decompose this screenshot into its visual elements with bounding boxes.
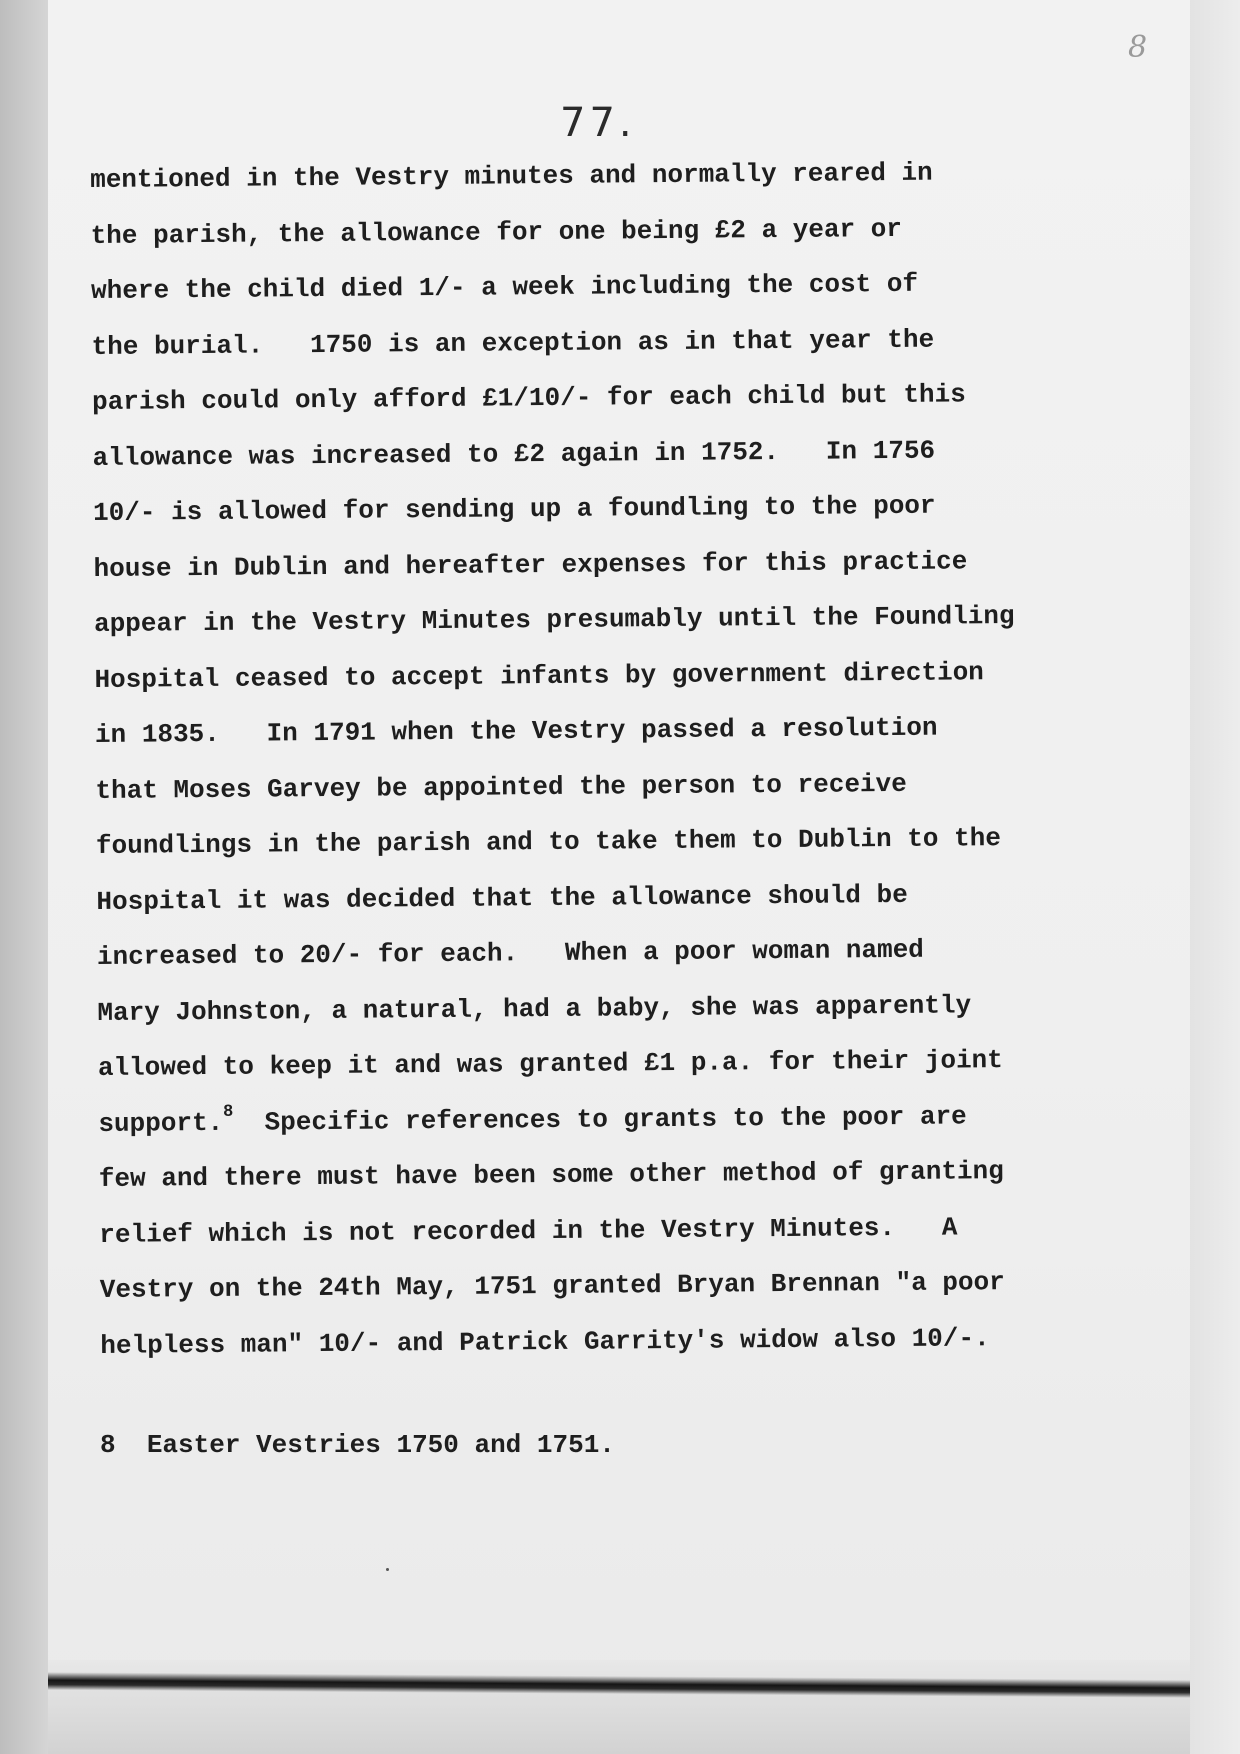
text-line: foundlings in the parish and to take them to Dublin to the [95,823,1002,861]
corner-page-mark: 8 [1128,30,1148,65]
support-text: support. [98,1107,224,1139]
page-number: 77. [560,100,636,146]
footnote-text: Easter Vestries 1750 and 1751. [146,1430,615,1460]
footnote-number: 8 [100,1430,116,1460]
text-line: that Moses Garvey be appointed the person to receive [95,768,907,806]
text-line: appear in the Vestry Minutes presumably until the Foundling [93,600,1015,639]
text-line: Hospital ceased to accept infants by government direction [94,656,984,695]
scan-right-edge [1188,0,1240,1754]
text-line-with-footnote-ref [98,1097,1098,1161]
text-line: relief which is not recorded in the Vestry Minutes. A [99,1211,958,1250]
text-line: allowed to keep it and was granted £1 p.a. for their joint [97,1045,1003,1083]
body-paragraph [90,153,1101,1383]
text-line: 10/- is allowed for sending up a foundling to the poor [92,490,936,528]
text-line: in 1835. In 1791 when the Vestry passed a resolution [94,712,938,750]
text-line: Hospital it was decided that the allowance should be [96,879,908,917]
text-line: the parish, the allowance for one being £2 a year or [90,213,903,251]
text-line: helpless man" 10/- and Patrick Garrity's widow also 10/-. [100,1322,990,1361]
text-line: where the child died 1/- a week including the cost of [90,268,919,306]
paper-speck [386,1568,389,1571]
text-line: few and there must have been some other method of granting [98,1156,1004,1194]
text-line: allowance was increased to £2 again in 1752. In 1756 [92,435,936,473]
text-line: the burial. 1750 is an exception as in that year the [91,324,935,362]
text-line: Mary Johnston, a natural, had a baby, she was apparently [97,989,972,1028]
support-text-continued: Specific references to grants to the poor are [233,1100,967,1138]
text-line: mentioned in the Vestry minutes and normally reared in [90,157,933,195]
text-line: increased to 20/- for each. When a poor woman named [96,934,924,972]
text-line: house in Dublin and hereafter expenses for this practice [93,545,968,584]
text-line: parish could only afford £1/10/- for each child but this [91,379,966,417]
footnote [100,1430,615,1460]
scan-left-edge [0,0,50,1754]
text-line: Vestry on the 24th May, 1751 granted Bryan Brennan "a poor [99,1267,1005,1305]
footnote-reference: 8 [223,1102,234,1122]
